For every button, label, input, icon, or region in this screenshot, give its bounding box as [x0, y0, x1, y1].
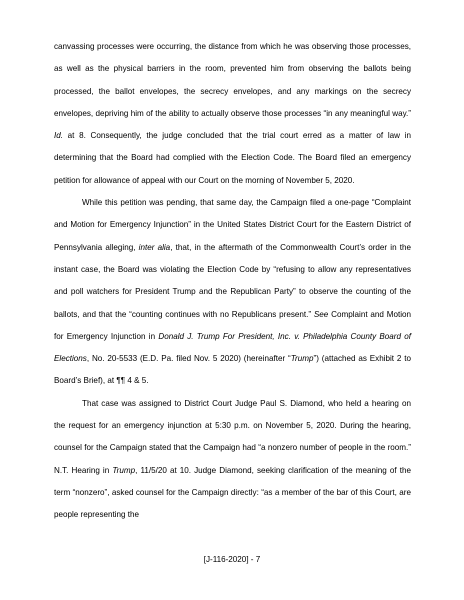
page-footer: [J-116-2020] - 7: [203, 555, 261, 564]
text-segment: While this petition was pending, that same day, the Campaign filed a one-page “Complaint and Motion for Emergency Injunction” in the United States District Court for the Eastern District of Pennsylvania alleging,: [54, 198, 411, 252]
document-body: [54, 36, 411, 527]
text-segment: , that, in the aftermath of the Commonwealth Court’s order in the instant case, the Board was violating the Election Code by “refusing to allow any representatives and poll watchers for President Trump and the Republican Party” to observe the counting of the ballots, and that the “counting continues with no Republicans present.”: [54, 242, 412, 319]
italic-text: Donald J. Trump For President, Inc. v. Philadelphia County Board of Elections: [54, 331, 411, 364]
text-segment: , No. 20-5533 (E.D. Pa. filed Nov. 5 2020) (hereinafter “: [86, 354, 291, 364]
text-segment: canvassing processes were occurring, the distance from which he was observing those processes, as well as the physical barriers in the room, prevented him from observing the ballots being processed, the ballot envelopes, the secrecy envelopes, and any markings on the secrecy envelopes, depriving him of the ability to actually observe those processes “in any meaningful way.”: [54, 42, 411, 118]
italic-text: Id.: [54, 131, 63, 141]
italic-text: inter alia: [138, 242, 171, 252]
text-segment: Complaint and Motion for Emergency Injunction in: [54, 309, 411, 341]
paragraph-p3: [54, 393, 411, 527]
paragraph-p1: [54, 36, 411, 192]
text-segment: ”) (attached as Exhibit 2 to Board’s Brief), at ¶¶ 4 & 5.: [54, 354, 411, 386]
text-segment: at 8. Consequently, the judge concluded that the trial court erred as a matter of law in determining that the Board had complied with the Election Code. The Board filed an emergency petition for allowance of appeal with our Court on the morning of November 5, 2020.: [54, 131, 411, 185]
text-segment: That case was assigned to District Court Judge Paul S. Diamond, who held a hearing on the request for an emergency injunction at 5:30 p.m. on November 5, 2020. During the hearing, counsel for the Campaign stated that the Campaign had “a nonzero number of people in the room.” N.T. Hearing in: [54, 398, 411, 475]
italic-text: Trump: [112, 465, 136, 475]
italic-text: See: [313, 309, 329, 319]
paragraph-p2: [54, 192, 411, 393]
italic-text: Trump: [290, 354, 314, 364]
text-segment: , 11/5/20 at 10. Judge Diamond, seeking clarification of the meaning of the term “nonzero”, asked counsel for the Campaign directly: “as a member of the bar of this Court, are people representing the: [54, 465, 411, 520]
